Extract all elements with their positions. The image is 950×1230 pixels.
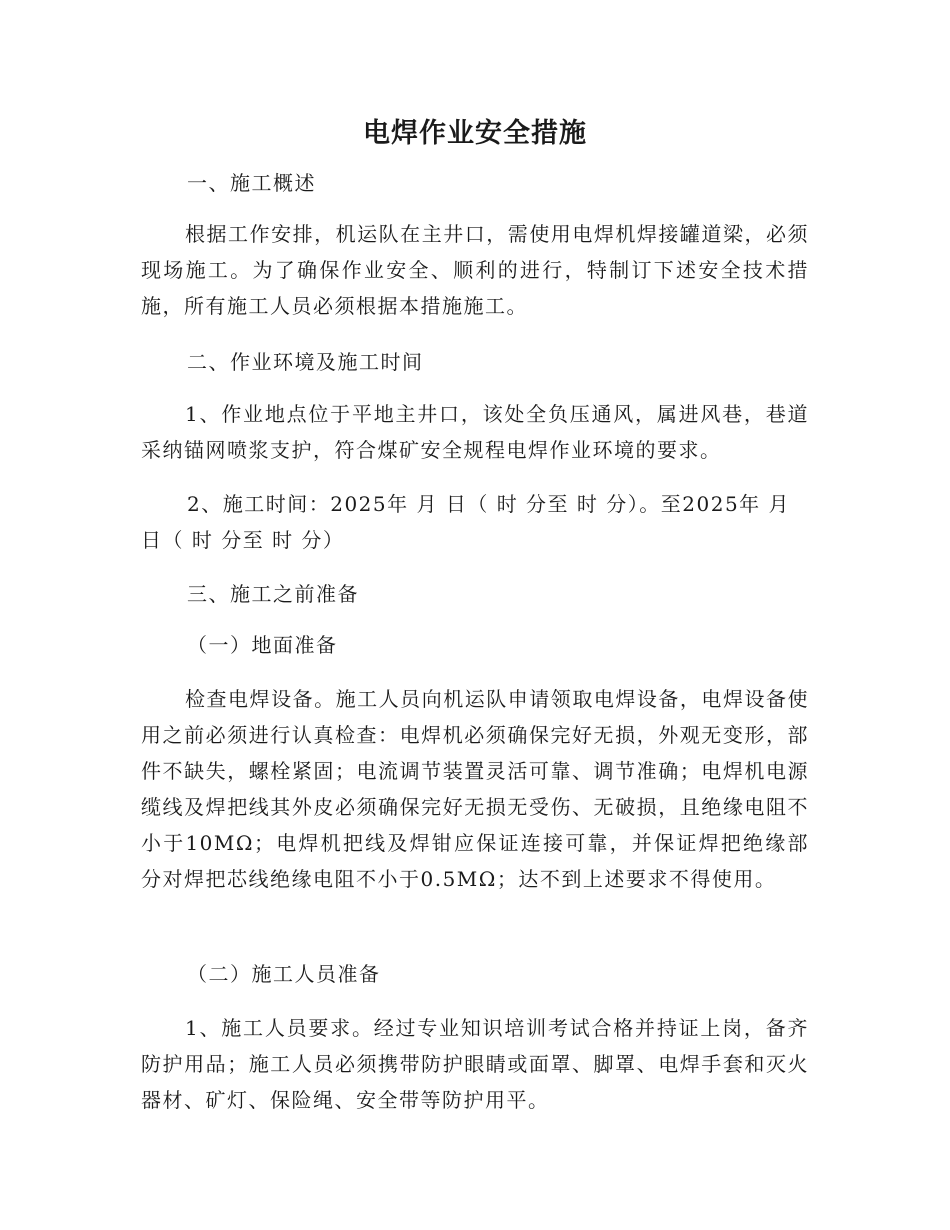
ground-preparation-paragraph: 检查电焊设备。施工人员向机运队申请领取电焊设备，电焊设备使用之前必须进行认真检查：电焊机必须确保完好无损，外观无变形，部件不缺失，螺栓紧固；电流调节装置灵活可靠、调节准确；电焊机电源缆线及焊把线其外皮必须确保完好无损无受伤、无破损，且绝缘电阻不小于10MΩ；电焊机把线及焊钳应保证连接可靠，并保证焊把绝缘部分对焊把芯线绝缘电阻不小于0.5MΩ；达不到上述要求不得使用。 xyxy=(141,687,809,891)
subsection-heading-ground: （一）地面准备 xyxy=(187,633,338,657)
personnel-item-1: 1、施工人员要求。经过专业知识培训考试合格并持证上岗，备齐防护用品；施工人员必须携带防护眼睛或面罩、脚罩、电焊手套和灭火器材、矿灯、保险绳、安全带等防护用平。 xyxy=(141,1016,809,1112)
environment-item-2-line-2: 日（ 时 分至 时 分） xyxy=(141,528,345,552)
section-heading-overview: 一、施工概述 xyxy=(187,171,316,195)
section-heading-environment: 二、作业环境及施工时间 xyxy=(187,350,424,374)
section-heading-preparation: 三、施工之前准备 xyxy=(187,582,359,606)
environment-item-2-line-1: 2、施工时间：2025年 月 日（ 时 分至 时 分）。至2025年 月 xyxy=(187,492,791,516)
environment-item-1: 1、作业地点位于平地主井口，该处全负压通风，属进风巷，巷道采纳锚网喷浆支护，符合煤矿安全规程电焊作业环境的要求。 xyxy=(141,402,809,462)
overview-paragraph: 根据工作安排，机运队在主井口，需使用电焊机焊接罐道梁，必须现场施工。为了确保作业安全、顺利的进行，特制订下述安全技术措施，所有施工人员必须根据本措施施工。 xyxy=(141,222,809,318)
document-title: 电焊作业安全措施 xyxy=(363,118,587,149)
subsection-heading-personnel: （二）施工人员准备 xyxy=(187,962,381,986)
